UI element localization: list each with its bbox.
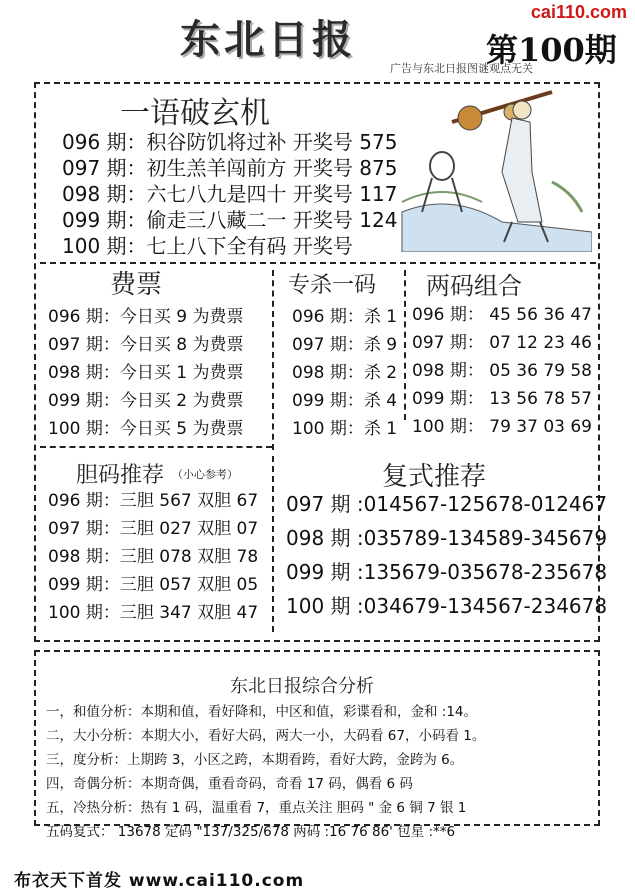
analysis-row: 五，冷热分析：热有 1 码，温重看 7，重点关注 胆码 " 金 6 铜 7 银 1 [46, 800, 467, 816]
disclaimer: 广告与东北日报图谜观点无关 [390, 62, 533, 75]
footer-text[interactable]: 布衣天下首发 www.cai110.com [14, 871, 305, 889]
two-code-title: 两码组合 [426, 272, 522, 300]
divider [404, 270, 406, 420]
kill-one-title: 专杀一码 [288, 273, 377, 298]
riddle-row: 098 期：六七八九是四十 开奖号 117 [62, 182, 398, 206]
free-ticket-row: 099 期：今日买 2 为费票 [48, 391, 244, 411]
fushi-row: 097 期 :014567-125678-012467 [286, 492, 608, 516]
fushi-row: 099 期 :135679-035678-235678 [286, 560, 608, 584]
analysis-row: 五码复式： 13678 定码 "137/325/678 两码 :16 76 86' 包星 :**6 [46, 824, 456, 840]
kill-one-row: 098 期：杀 2 [292, 363, 398, 383]
analysis-row: 二，大小分析：本期大小，看好大码，两大一小，大码看 67，小码看 1。 [46, 728, 486, 744]
free-ticket-row: 097 期：今日买 8 为费票 [48, 335, 244, 355]
divider [272, 456, 274, 632]
dan-row: 099 期：三胆 057 双胆 05 [48, 575, 259, 595]
two-code-row: 098 期： 05 36 79 58 [412, 361, 592, 381]
riddle-row: 097 期：初生羔羊闯前方 开奖号 875 [62, 156, 398, 180]
dan-title: 胆码推荐 [76, 463, 165, 488]
dan-row: 097 期：三胆 027 双胆 07 [48, 519, 259, 539]
dan-note: （小心参考） [172, 468, 238, 481]
riddle-title: 一语破玄机 [120, 96, 270, 131]
kill-one-row: 097 期：杀 9 [292, 335, 398, 355]
dan-row: 098 期：三胆 078 双胆 78 [48, 547, 259, 567]
issue-number: 第100期 [486, 31, 617, 69]
scholar-illustration [392, 82, 592, 252]
divider [40, 446, 272, 448]
fushi-title: 复式推荐 [382, 462, 487, 492]
riddle-row: 100 期：七上八下全有码 开奖号 [62, 234, 353, 258]
two-code-row: 096 期： 45 56 36 47 [412, 305, 592, 325]
two-code-row: 097 期： 07 12 23 46 [412, 333, 592, 353]
site-url[interactable]: cai110.com [530, 2, 627, 22]
free-ticket-row: 096 期：今日买 9 为费票 [48, 307, 244, 327]
two-code-row: 099 期： 13 56 78 57 [412, 389, 592, 409]
free-ticket-title: 费票 [110, 270, 163, 300]
free-ticket-row: 100 期：今日买 5 为费票 [48, 419, 244, 439]
analysis-row: 四，奇偶分析：本期奇偶，重看奇码，奇看 17 码，偶看 6 码 [46, 776, 413, 792]
analysis-row: 三，度分析：上期跨 3，小区之跨，本期看跨，看好大跨，金跨为 6。 [46, 752, 464, 768]
riddle-row: 096 期：积谷防饥将过补 开奖号 575 [62, 130, 398, 154]
kill-one-row: 100 期：杀 1 [292, 419, 398, 439]
dan-row: 096 期：三胆 567 双胆 67 [48, 491, 259, 511]
analysis-title: 东北日报综合分析 [230, 676, 374, 697]
masthead-title: 东北日报 [180, 16, 356, 63]
fushi-row: 100 期 :034679-134567-234678 [286, 594, 608, 618]
analysis-row: 一，和值分析：本期和值，看好降和，中区和值，彩谍看和，金和 :14。 [46, 704, 478, 720]
riddle-row: 099 期：偷走三八藏二一 开奖号 124 [62, 208, 398, 232]
fushi-row: 098 期 :035789-134589-345679 [286, 526, 608, 550]
divider [272, 270, 274, 450]
kill-one-row: 099 期：杀 4 [292, 391, 398, 411]
two-code-row: 100 期： 79 37 03 69 [412, 417, 592, 437]
dan-row: 100 期：三胆 347 双胆 47 [48, 603, 259, 623]
kill-one-row: 096 期：杀 1 [292, 307, 398, 327]
free-ticket-row: 098 期：今日买 1 为费票 [48, 363, 244, 383]
